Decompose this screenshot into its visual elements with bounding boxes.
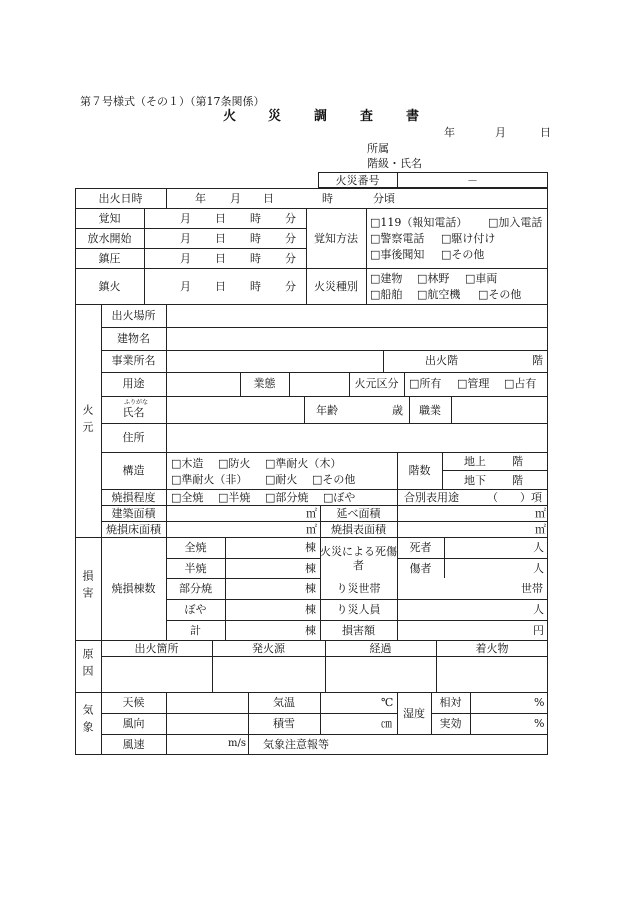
cause-header-location: 出火箇所: [134, 642, 179, 655]
business-name-field[interactable]: [166, 350, 383, 372]
occupation-label: 職業: [419, 404, 441, 417]
unit-minute: 分: [285, 212, 296, 225]
dead-unit: 人: [533, 541, 544, 554]
structure-other[interactable]: □その他: [312, 473, 356, 486]
unit-day: 日: [263, 192, 274, 205]
fire-type-aircraft[interactable]: □航空機: [417, 288, 461, 301]
building-name-field[interactable]: [166, 327, 548, 350]
cause-process-field[interactable]: [325, 656, 436, 692]
title-char: 火: [223, 109, 237, 124]
unit-year: 年: [195, 192, 206, 205]
dead-label: 死者: [409, 541, 432, 554]
detection-option-other[interactable]: □その他: [441, 248, 485, 261]
households-label: り災世帯: [336, 582, 381, 595]
above-ground-label: 地上: [464, 455, 486, 468]
building-name-label: 建物名: [117, 332, 150, 345]
water-start-time-field[interactable]: [144, 228, 306, 248]
unit-month: 月: [180, 232, 191, 245]
burned-floor-area-unit: ㎡: [306, 523, 317, 536]
above-ground-unit: 階: [512, 455, 523, 468]
burn-partial[interactable]: □部分焼: [265, 491, 309, 504]
structure-fireproof[interactable]: □防火: [218, 457, 251, 470]
structure-quasi-wood[interactable]: □準耐火（木）: [265, 457, 342, 470]
damage-total-unit: 棟: [305, 624, 316, 637]
unit-day: 日: [215, 280, 226, 293]
households-unit: 世帯: [521, 582, 543, 595]
unit-minute: 分: [285, 280, 296, 293]
title-char: 災: [268, 109, 282, 124]
structure-wood[interactable]: □木造: [171, 457, 204, 470]
damage-half-unit: 棟: [305, 562, 316, 575]
fire-floor-label: 出火階: [425, 354, 458, 367]
affiliation-label: 所属: [367, 142, 389, 155]
date-day-label: 日: [540, 126, 551, 139]
burned-count-label: 焼損棟数: [111, 582, 156, 595]
rank-name-label: 階級・氏名: [367, 157, 422, 170]
temperature-label: 気温: [273, 696, 295, 709]
fire-type-label: 火災種別: [314, 280, 358, 293]
date-month-label: 月: [495, 126, 506, 139]
origin-section-label: 火元: [81, 404, 94, 438]
unit-day: 日: [215, 212, 226, 225]
total-floor-area-label: 延べ面積: [336, 507, 381, 520]
relative-humidity-label: 相対: [439, 696, 462, 709]
unit-hour: 時: [250, 252, 261, 265]
extinguish-label: 鎮火: [98, 280, 121, 293]
persons-label: り災人員: [336, 603, 381, 616]
cause-header-material: 着火物: [475, 642, 509, 655]
injured-label: 傷者: [409, 562, 432, 575]
unit-hour: 時: [250, 280, 261, 293]
persons-unit: 人: [533, 603, 544, 616]
damage-full-label: 全焼: [184, 541, 207, 554]
damage-half-label: 半焼: [184, 562, 207, 575]
casualties-text: 火災による死傷者: [320, 545, 397, 572]
name-label: 氏名: [122, 406, 145, 419]
unit-hour: 時: [250, 212, 261, 225]
age-unit: 歳: [392, 404, 403, 417]
title-char: 調: [314, 109, 328, 124]
burn-degree-label: 焼損程度: [111, 491, 156, 504]
structure-quasi-non[interactable]: □準耐火（非）: [171, 473, 248, 486]
damage-small-label: ぼや: [184, 603, 207, 616]
detection-option-after[interactable]: □事後聞知: [370, 248, 425, 261]
outbreak-datetime-field[interactable]: [166, 188, 548, 208]
business-name-label: 事業所名: [111, 354, 156, 367]
unit-month: 月: [180, 280, 191, 293]
damage-full-unit: 棟: [305, 541, 316, 554]
detection-option-police[interactable]: □警察電話: [370, 232, 425, 245]
unit-minute-approx: 分頃: [373, 192, 395, 205]
wind-speed-unit: m/s: [228, 738, 246, 749]
fire-number-value[interactable]: －: [467, 174, 478, 187]
unit-hour: 時: [322, 192, 333, 205]
unit-day: 日: [215, 232, 226, 245]
burn-half[interactable]: □半焼: [218, 491, 251, 504]
suppression-label: 鎮圧: [98, 252, 121, 265]
address-label: 住所: [122, 431, 145, 444]
date-year-label: 年: [444, 126, 455, 139]
age-label: 年齢: [316, 404, 338, 417]
unit-day: 日: [215, 252, 226, 265]
detection-option-rush[interactable]: □駆け付け: [441, 232, 496, 245]
appendix-use-value[interactable]: （ ）項: [487, 491, 542, 504]
fire-type-ship[interactable]: □船舶: [370, 288, 403, 301]
category-own[interactable]: □所有: [409, 377, 442, 390]
appendix-use-label: 合別表用途: [404, 491, 459, 504]
cause-header-process: 経過: [369, 642, 392, 655]
loss-amount-label: 損害額: [342, 624, 375, 637]
form-reference: 第７号様式（その１）（第17条関係）: [80, 95, 265, 108]
title-char: 書: [406, 109, 420, 124]
building-area-label: 建築面積: [111, 507, 156, 520]
building-area-unit: ㎡: [306, 507, 317, 520]
fire-floor-unit: 階: [532, 354, 543, 367]
injured-unit: 人: [533, 562, 544, 575]
damage-partial-label: 部分焼: [179, 582, 212, 595]
cause-location-field[interactable]: [101, 656, 212, 692]
business-type-field[interactable]: [289, 372, 349, 396]
detection-option-119[interactable]: □119（報知電話）: [370, 216, 468, 229]
damage-total-label: 計: [190, 624, 201, 637]
effective-humidity-unit: %: [534, 717, 545, 730]
unit-month: 月: [180, 212, 191, 225]
burn-small[interactable]: □ぼや: [323, 491, 356, 504]
wind-direction-label: 風向: [122, 717, 145, 730]
effective-humidity-label: 実効: [439, 717, 462, 730]
below-ground-label: 地下: [464, 474, 486, 487]
damage-partial-unit: 棟: [305, 582, 316, 595]
weather-section-label: 気象: [81, 704, 94, 738]
cause-header-source: 発火源: [252, 642, 285, 655]
burn-full[interactable]: □全焼: [171, 491, 204, 504]
fire-type-forest[interactable]: □林野: [417, 272, 450, 285]
occupation-field[interactable]: [451, 396, 548, 423]
extinguish-time-field[interactable]: [144, 268, 306, 304]
unit-month: 月: [230, 192, 241, 205]
wind-speed-label: 風速: [122, 738, 145, 751]
cause-section-label: 原因: [81, 648, 94, 682]
origin-category-label: 火元区分: [354, 377, 399, 390]
category-occupy[interactable]: □占有: [504, 377, 537, 390]
fire-number-label: 火災番号: [335, 174, 380, 187]
weather-warning-field[interactable]: [344, 734, 548, 755]
unit-hour: 時: [250, 232, 261, 245]
structure-label: 構造: [122, 464, 145, 477]
damage-section-label: 損害: [81, 570, 94, 604]
burned-floor-area-label: 焼損床面積: [106, 523, 161, 536]
detection-label: 覚知: [98, 212, 121, 225]
title-char: 査: [360, 109, 374, 124]
damage-small-unit: 棟: [305, 603, 316, 616]
unit-minute: 分: [285, 232, 296, 245]
relative-humidity-unit: %: [534, 696, 545, 709]
unit-month: 月: [180, 252, 191, 265]
temperature-unit: ℃: [381, 696, 394, 709]
total-floor-area-unit: ㎡: [535, 507, 546, 520]
fire-type-vehicle[interactable]: □車両: [465, 272, 498, 285]
floors-label: 階数: [408, 464, 431, 477]
below-ground-unit: 階: [512, 474, 523, 487]
snow-unit: ㎝: [381, 717, 392, 730]
address-field[interactable]: [166, 423, 548, 452]
weather-warning-label: 気象注意報等: [263, 738, 329, 751]
business-type-label: 業態: [253, 377, 276, 390]
use-field[interactable]: [166, 372, 240, 396]
cause-material-field[interactable]: [436, 656, 548, 692]
water-start-label: 放水開始: [87, 232, 132, 245]
detection-method-label: 覚知方法: [314, 232, 358, 245]
weather-label: 天候: [122, 696, 145, 709]
fire-type-building[interactable]: □建物: [370, 272, 403, 285]
humidity-label: 湿度: [403, 707, 425, 720]
cause-source-field[interactable]: [212, 656, 325, 692]
fire-place-field[interactable]: [166, 304, 548, 327]
detection-time-field[interactable]: [144, 208, 306, 228]
detection-option-phone[interactable]: □加入電話: [488, 216, 543, 229]
fire-type-other[interactable]: □その他: [478, 288, 522, 301]
unit-minute: 分: [285, 252, 296, 265]
category-manage[interactable]: □管理: [457, 377, 490, 390]
suppression-time-field[interactable]: [144, 248, 306, 268]
loss-amount-unit: 円: [533, 624, 544, 637]
fire-place-label: 出火場所: [111, 309, 156, 322]
burned-surface-area-unit: ㎡: [535, 523, 546, 536]
casualties-label: [320, 545, 397, 573]
burned-surface-area-label: 焼損表面積: [331, 523, 386, 536]
structure-fire-resistant[interactable]: □耐火: [265, 473, 298, 486]
name-field[interactable]: [166, 396, 304, 423]
outbreak-datetime-label: 出火日時: [98, 192, 143, 205]
snow-label: 積雪: [273, 717, 295, 730]
use-label: 用途: [122, 377, 145, 390]
name-ruby: ふりがな: [124, 399, 149, 406]
